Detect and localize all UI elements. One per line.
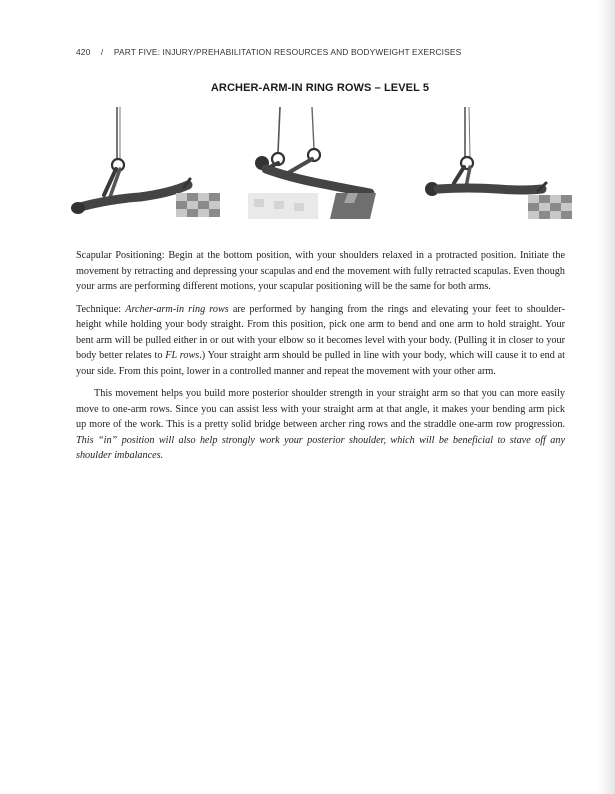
section-title: ARCHER-ARM-IN RING ROWS – LEVEL 5: [210, 82, 430, 94]
exercise-photo-illustration: [70, 107, 220, 219]
exercise-photo-illustration: [418, 107, 572, 219]
technique-text-part-2: .) Your straight arm should be pulled in line with your body, which will cause it to end at your side. From this point, lower in a controlled manner and repeat the movement with your other arm.: [76, 350, 565, 377]
benefit-text: This movement helps you build more posterior shoulder strength in your straight arm so that you can more easily move to one-arm rows. Since you can assist less with your straight arm at that angle, it makes your bending arm pick up more of the work. This is a pretty solid bridge between archer ring rows and the straddle one-arm row progression.: [76, 388, 565, 430]
technique-label: Technique:: [76, 303, 126, 315]
exercise-photo-top-position: [248, 107, 388, 219]
body-text: [76, 248, 565, 471]
paragraph-benefit: [76, 386, 565, 464]
exercise-photo-alternate-view: [418, 107, 572, 219]
running-title: PART FIVE: INJURY/PREHABILITATION RESOURCES AND BODYWEIGHT EXERCISES: [113, 47, 462, 57]
page-number: 420: [76, 47, 91, 57]
header-separator: /: [100, 47, 104, 57]
paragraph-technique: [76, 302, 565, 380]
running-header: [76, 47, 576, 57]
fl-rows-reference: FL rows: [165, 350, 200, 361]
page-edge-shadow: [597, 0, 615, 794]
exercise-name: Archer-arm-in ring rows: [125, 303, 229, 315]
exercise-photo-bottom-position: [70, 107, 220, 219]
paragraph-scapular-positioning: Scapular Positioning: Begin at the bottom position, with your shoulders relaxed in a protracted position. Initiate the movement by retracting and depressing your scapulas and end the movement with fully retracted scapulas. Even though your arms are performing different motions, your scapular positioning will be the same for both arms.: [76, 250, 565, 292]
benefit-emphasis: This “in” position will also help strongly work your posterior shoulder, which will be beneficial to stave off any shoulder imbalances.: [76, 434, 565, 461]
technique-text-part-1: are performed by hanging from the rings and elevating your feet to shoulder-height while holding your body straight. From this position, pick one arm to bend and one arm to hold straight. Your bent arm will be pulled either in or out with your elbow so it becomes level with your body. (Pulling it in closer to your body better relates to: [76, 303, 565, 361]
exercise-photo-illustration: [248, 107, 388, 219]
